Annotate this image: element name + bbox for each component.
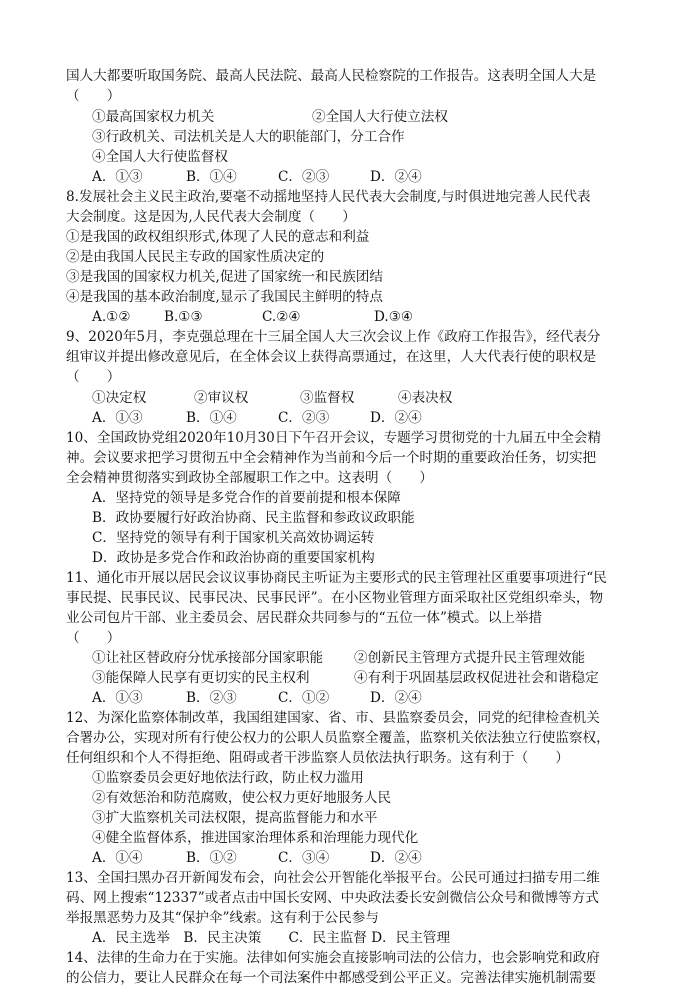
q8-item: ②是由我国人民民主专政的国家性质决定的 (66, 249, 325, 265)
q11-item: ④有利于巩固基层政权促进社会和谐稳定 (354, 670, 599, 686)
q8-choice: D.③④ (374, 309, 414, 325)
q8-item: ④是我国的基本政治制度,显示了我国民主鲜明的特点 (66, 289, 383, 305)
q12-choice: B．①② (186, 850, 237, 866)
q12-choice: C．③④ (278, 850, 330, 866)
q8-stem-line: 大会制度。这是因为,人民代表大会制度（ ） (66, 209, 356, 225)
q10-choice: B．政协要履行好政治协商、民主监督和参政议政职能 (92, 510, 415, 526)
q11-choice: C．①② (278, 690, 330, 706)
q11-choice: A．①③ (92, 690, 143, 706)
q10-stem-line: 全会精神贯彻落实到政协全部履职工作之中。这表明（ ） (66, 470, 434, 486)
q9-stem-line: 9、2020年5月，李克强总理在十三届全国人大三次会议上作《政府工作报告》，经代表分 (66, 329, 601, 345)
q8-item: ①是我国的政权组织形式,体现了人民的意志和利益 (66, 229, 370, 245)
q9-choice: A．①③ (92, 410, 143, 426)
q8-item: ③是我国的国家权力机关,促进了国家统一和民族团结 (66, 269, 383, 285)
q12-item: ④健全监督体系，推进国家治理体系和治理能力现代化 (92, 830, 419, 846)
q11-stem-line: 事民提、民事民议、民事民决、民事民评”。在小区物业管理方面采取社区党组织牵头，物 (66, 590, 604, 606)
q10-choice: A．坚持党的领导是多党合作的首要前提和根本保障 (92, 490, 401, 506)
q13-stem-line: 码、网上搜索“12337”或者点击中国长安网、中央政法委长安剑微信公众号和微博等方式 (66, 890, 599, 906)
q11-stem-line: 业公司包片干部、业主委员会、居民群众共同参与的“五位一体”模式。以上举措 (66, 610, 543, 626)
q9-choice: C．②③ (278, 410, 330, 426)
q8-stem-line: 8.发展社会主义民主政治,要毫不动摇地坚持人民代表大会制度,与时俱进地完善人民代表 (66, 189, 591, 205)
q13-stem-line: 13、全国扫黑办召开新闻发布会，向社会公开智能化举报平台。公民可通过扫描专用二维 (66, 870, 600, 886)
q11-stem-line: （ ） (66, 630, 121, 646)
q13-choices: A．民主选举 B．民主决策 C．民主监督 D．民主管理 (92, 930, 451, 946)
q7-choice: C．②③ (278, 169, 330, 185)
q11-item: ②创新民主管理方式提升民主管理效能 (354, 650, 586, 666)
q12-stem-line: 12、为深化监察体制改革，我国组建国家、省、市、县监察委员会，同党的纪律检查机关 (66, 710, 600, 726)
q12-stem-line: 任何组织和个人不得拒绝、阻碍或者干涉监察人员依法执行职务。这有利于（ ） (66, 750, 569, 766)
q12-stem-line: 合署办公，实现对所有行使公权力的公职人员监察全覆盖，监察机关依法独立行使监察权， (66, 730, 610, 746)
q7-item: ③行政机关、司法机关是人大的职能部门，分工合作 (92, 129, 405, 145)
q9-item: ③监督权 (300, 390, 355, 406)
q8-choice: B.①③ (164, 309, 203, 325)
q7-item: ②全国人大行使立法权 (312, 109, 448, 125)
q10-stem-line: 10、全国政协党组2020年10月30日下午召开会议，专题学习贯彻党的十九届五中全会精 (66, 430, 602, 446)
q12-item: ②有效惩治和防范腐败，使公权力更好地服务人民 (92, 790, 392, 806)
q7-choice: A．①③ (92, 169, 143, 185)
q9-item: ④表决权 (398, 390, 453, 406)
q8-choice: C.②④ (262, 309, 301, 325)
q9-item: ②审议权 (194, 390, 249, 406)
q7-item: ①最高国家权力机关 (92, 109, 215, 125)
q12-choice: D．②④ (370, 850, 422, 866)
q12-item: ①监察委员会更好地依法行政，防止权力滥用 (92, 770, 364, 786)
q11-stem-line: 11、通化市开展以居民会议议事协商民主听证为主要形式的民主管理社区重要事项进行“民 (66, 570, 607, 586)
q10-choice: C．坚持党的领导有利于国家机关高效协调运转 (92, 530, 375, 546)
q9-stem-line: （ ） (66, 369, 121, 385)
q11-item: ①让社区替政府分忧承接部分国家职能 (92, 650, 324, 666)
q11-choice: D．②④ (370, 690, 422, 706)
q8-choice: A.①② (92, 309, 131, 325)
q7-stem-line: （ ） (66, 88, 121, 104)
q10-stem-line: 神。会议要求把学习贯彻五中全会精神作为当前和今后一个时期的重要政治任务，切实把 (66, 450, 597, 466)
q9-choice: D．②④ (370, 410, 422, 426)
q7-choice: D．②④ (370, 169, 422, 185)
q7-stem-line: 国人大都要听取国务院、最高人民法院、最高人民检察院的工作报告。这表明全国人大是 (66, 68, 597, 84)
q10-choice: D．政协是多党合作和政治协商的重要国家机构 (92, 550, 375, 566)
q13-stem-line: 举报黑恶势力及其“保护伞”线索。这有利于公民参与 (66, 910, 379, 926)
q9-stem-line: 组审议并提出修改意见后，在全体会议上获得高票通过，在这里，人大代表行使的职权是 (66, 349, 597, 365)
q14-stem-line: 14、法律的生命力在于实施。法律如何实施会直接影响司法的公信力，也会影响党和政府 (66, 950, 600, 966)
q9-choice: B．①④ (186, 410, 237, 426)
q11-choice: B．②③ (186, 690, 237, 706)
q14-stem-line: 的公信力，要让人民群众在每一个司法案件中都感受到公平正义。完善法律实施机制需要 (66, 970, 597, 986)
q11-item: ③能保障人民享有更切实的民主权利 (92, 670, 310, 686)
q7-choice: B．①④ (186, 169, 237, 185)
q12-item: ③扩大监察机关司法权限，提高监督能力和水平 (92, 810, 378, 826)
q12-choice: A．①④ (92, 850, 143, 866)
q7-item: ④全国人大行使监督权 (92, 149, 228, 165)
q9-item: ①决定权 (92, 390, 147, 406)
